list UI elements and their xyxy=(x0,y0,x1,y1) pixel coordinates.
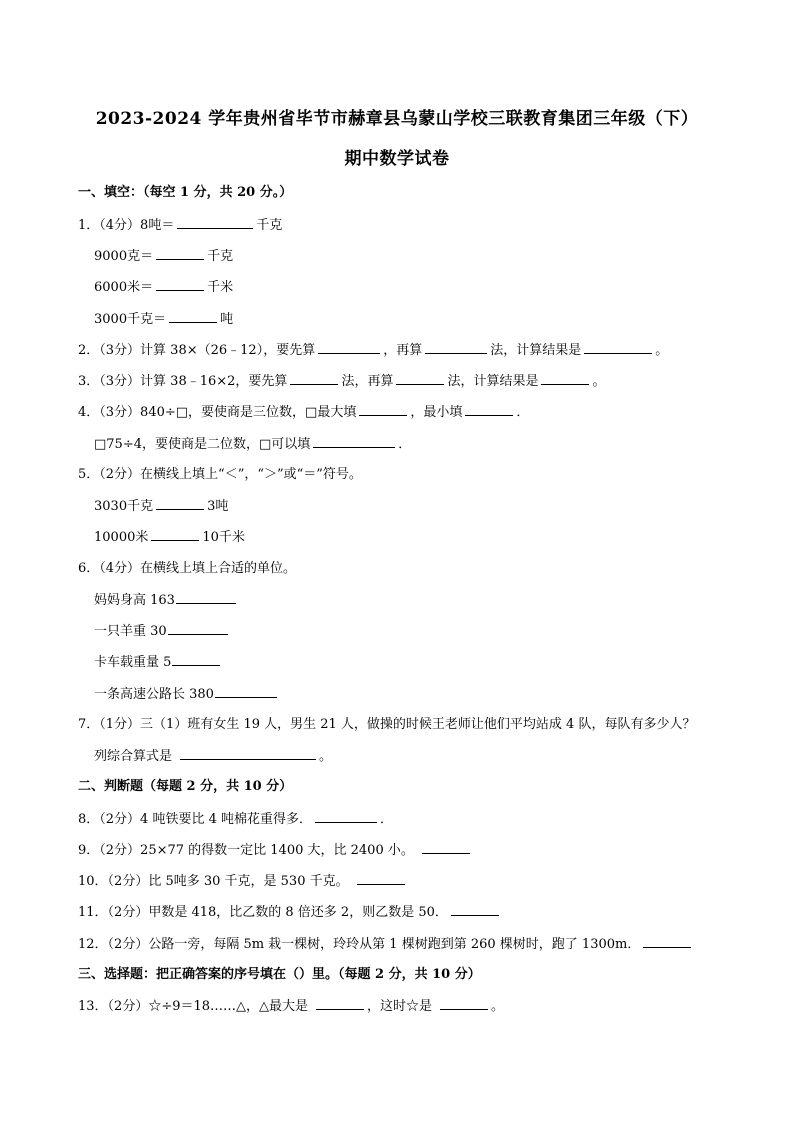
answer-blank[interactable] xyxy=(357,872,405,885)
question-5-part-b: 3030千克 3吨 xyxy=(94,499,229,514)
answer-blank[interactable] xyxy=(156,497,204,510)
answer-blank[interactable] xyxy=(169,310,217,323)
answer-blank[interactable] xyxy=(180,747,316,760)
question-6-part-b: 妈妈身高 163 xyxy=(94,591,239,610)
question-1: 1．（4分）8吨＝ 千克 xyxy=(78,218,283,233)
question-8: 8．（2分）4 吨铁要比 4 吨棉花重得多． ． xyxy=(78,812,393,827)
question-5-part-c: 10000米 10千米 xyxy=(94,530,245,545)
answer-blank[interactable] xyxy=(177,216,253,229)
answer-blank[interactable] xyxy=(451,903,499,916)
answer-blank[interactable] xyxy=(315,810,377,823)
exam-title-line2: 期中数学试卷 xyxy=(344,149,450,169)
section-choice-heading: 三、选择题：把正确答案的序号填在（）里。（每题 2 分，共 10 分） xyxy=(78,967,481,982)
answer-blank[interactable] xyxy=(422,841,470,854)
question-1-part-d: 3000千克＝ 吨 xyxy=(94,312,234,327)
question-12: 12．（2分）公路一旁，每隔 5m 栽一棵树，玲玲从第 1 棵树跑到第 260 棵树时，跑了 1300m． xyxy=(78,935,694,954)
question-7: 7．（1分）三（1）班有女生 19 人，男生 21 人，做操的时候王老师让他们平均站成 4 队，每队有多少人？ xyxy=(78,717,696,732)
answer-blank[interactable] xyxy=(359,403,407,416)
question-11: 11．（2分）甲数是 418，比乙数的 8 倍还多 2，则乙数是 50． xyxy=(78,903,502,922)
answer-blank[interactable] xyxy=(440,997,488,1010)
question-7-part-b: 列综合算式是 。 xyxy=(94,749,333,764)
answer-blank[interactable] xyxy=(313,435,395,448)
answer-blank[interactable] xyxy=(465,403,513,416)
question-4: 4．（3分）840÷□，要使商是三位数，□最大填 ，最小填 ． xyxy=(78,405,530,420)
answer-blank[interactable] xyxy=(316,997,364,1010)
exam-title-line1: 2023-2024 学年贵州省毕节市赫章县乌蒙山学校三联教育集团三年级（下） xyxy=(95,109,699,129)
question-2: 2．（3分）计算 38×（26﹣12），要先算 ，再算 法，计算结果是 。 xyxy=(78,343,669,358)
answer-blank[interactable] xyxy=(172,653,220,666)
answer-blank[interactable] xyxy=(290,372,338,385)
answer-blank[interactable] xyxy=(151,528,199,541)
question-13: 13．（2分）☆÷9＝18……△，△最大是 ，这时☆是 。 xyxy=(78,999,505,1014)
answer-blank[interactable] xyxy=(425,341,487,354)
answer-blank[interactable] xyxy=(541,372,589,385)
answer-blank[interactable] xyxy=(215,685,277,698)
answer-blank[interactable] xyxy=(156,247,204,260)
question-10: 10．（2分）比 5吨多 30 千克，是 530 千克。 xyxy=(78,872,408,891)
question-6-part-d: 卡车载重量 5 xyxy=(94,653,223,672)
question-1-part-b: 9000克＝ 千克 xyxy=(94,249,234,264)
section-fill-heading: 一、填空：（每空 1 分，共 20 分。） xyxy=(78,185,293,200)
question-6-part-e: 一条高速公路长 380 xyxy=(94,685,280,704)
section-judge-heading: 二、判断题（每题 2 分，共 10 分） xyxy=(78,779,293,794)
answer-blank[interactable] xyxy=(396,372,444,385)
question-6: 6．（4分）在横线上填上合适的单位。 xyxy=(78,561,297,576)
question-9: 9．（2分）25×77 的得数一定比 1400 大，比 2400 小。 xyxy=(78,841,473,860)
answer-blank[interactable] xyxy=(643,935,691,948)
answer-blank[interactable] xyxy=(176,591,236,604)
answer-blank[interactable] xyxy=(318,341,380,354)
question-4-part-b: □75÷4，要使商是二位数，□可以填 ． xyxy=(94,437,412,452)
answer-blank[interactable] xyxy=(156,278,204,291)
question-1-part-c: 6000米＝ 千米 xyxy=(94,280,234,295)
question-3: 3．（3分）计算 38﹣16×2，要先算 法，再算 法，计算结果是 。 xyxy=(78,374,606,389)
question-5: 5．（2分）在横线上填上“＜”，“＞”或“＝”符号。 xyxy=(78,467,362,482)
answer-blank[interactable] xyxy=(168,622,228,635)
question-6-part-c: 一只羊重 30 xyxy=(94,622,231,641)
answer-blank[interactable] xyxy=(584,341,652,354)
